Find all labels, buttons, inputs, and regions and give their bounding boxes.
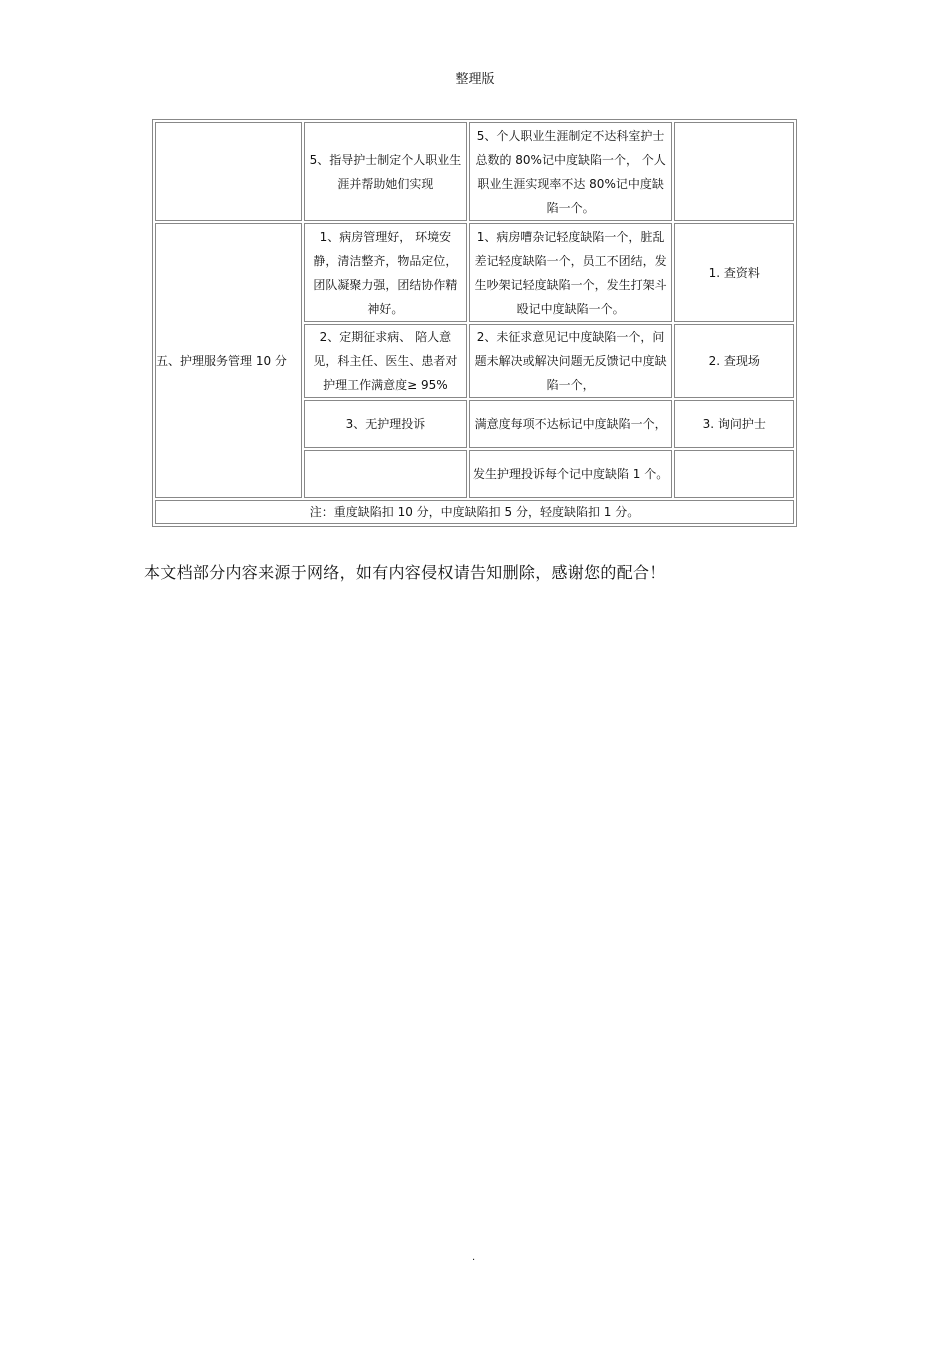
section-cell-empty bbox=[155, 122, 302, 221]
item-cell-empty bbox=[304, 450, 467, 498]
page-header-title: 整理版 bbox=[455, 72, 495, 87]
table-note: 注：重度缺陷扣 10 分，中度缺陷扣 5 分，轻度缺陷扣 1 分。 bbox=[155, 500, 794, 524]
table-row bbox=[155, 122, 794, 221]
method-cell: 1. 查资料 bbox=[674, 223, 794, 322]
item-cell: 2、定期征求病、 陪人意见，科主任、医生、患者对护理工作满意度≥ 95% bbox=[304, 324, 467, 398]
item-cell: 1、病房管理好， 环境安静，清洁整齐，物品定位，团队凝聚力强，团结协作精神好。 bbox=[304, 223, 467, 322]
table-note-row bbox=[155, 500, 794, 524]
method-cell: 2. 查现场 bbox=[674, 324, 794, 398]
section-name-cell: 五、护理服务管理 10 分 bbox=[155, 223, 302, 498]
copyright-disclaimer: 本文档部分内容来源于网络，如有内容侵权请告知删除，感谢您的配合！ bbox=[144, 563, 666, 582]
criteria-cell: 5、个人职业生涯制定不达科室护士总数的 80%记中度缺陷一个， 个人职业生涯实现率不达 80%记中度缺陷一个。 bbox=[469, 122, 673, 221]
criteria-cell: 满意度每项不达标记中度缺陷一个， bbox=[469, 400, 673, 448]
item-cell: 5、指导护士制定个人职业生涯并帮助她们实现 bbox=[304, 122, 467, 221]
criteria-cell: 发生护理投诉每个记中度缺陷 1 个。 bbox=[469, 450, 673, 498]
criteria-cell: 1、病房嘈杂记轻度缺陷一个，脏乱差记轻度缺陷一个，员工不团结，发生吵架记轻度缺陷一个，发生打架斗殴记中度缺陷一个。 bbox=[469, 223, 673, 322]
method-cell-empty bbox=[674, 122, 794, 221]
item-cell: 3、无护理投诉 bbox=[304, 400, 467, 448]
table-row bbox=[155, 223, 794, 322]
method-cell: 3. 询问护士 bbox=[674, 400, 794, 448]
criteria-cell: 2、未征求意见记中度缺陷一个，问题未解决或解决问题无反馈记中度缺陷一个， bbox=[469, 324, 673, 398]
method-cell-empty bbox=[674, 450, 794, 498]
page-mark: . bbox=[472, 1252, 476, 1263]
nursing-assessment-table bbox=[152, 119, 797, 527]
